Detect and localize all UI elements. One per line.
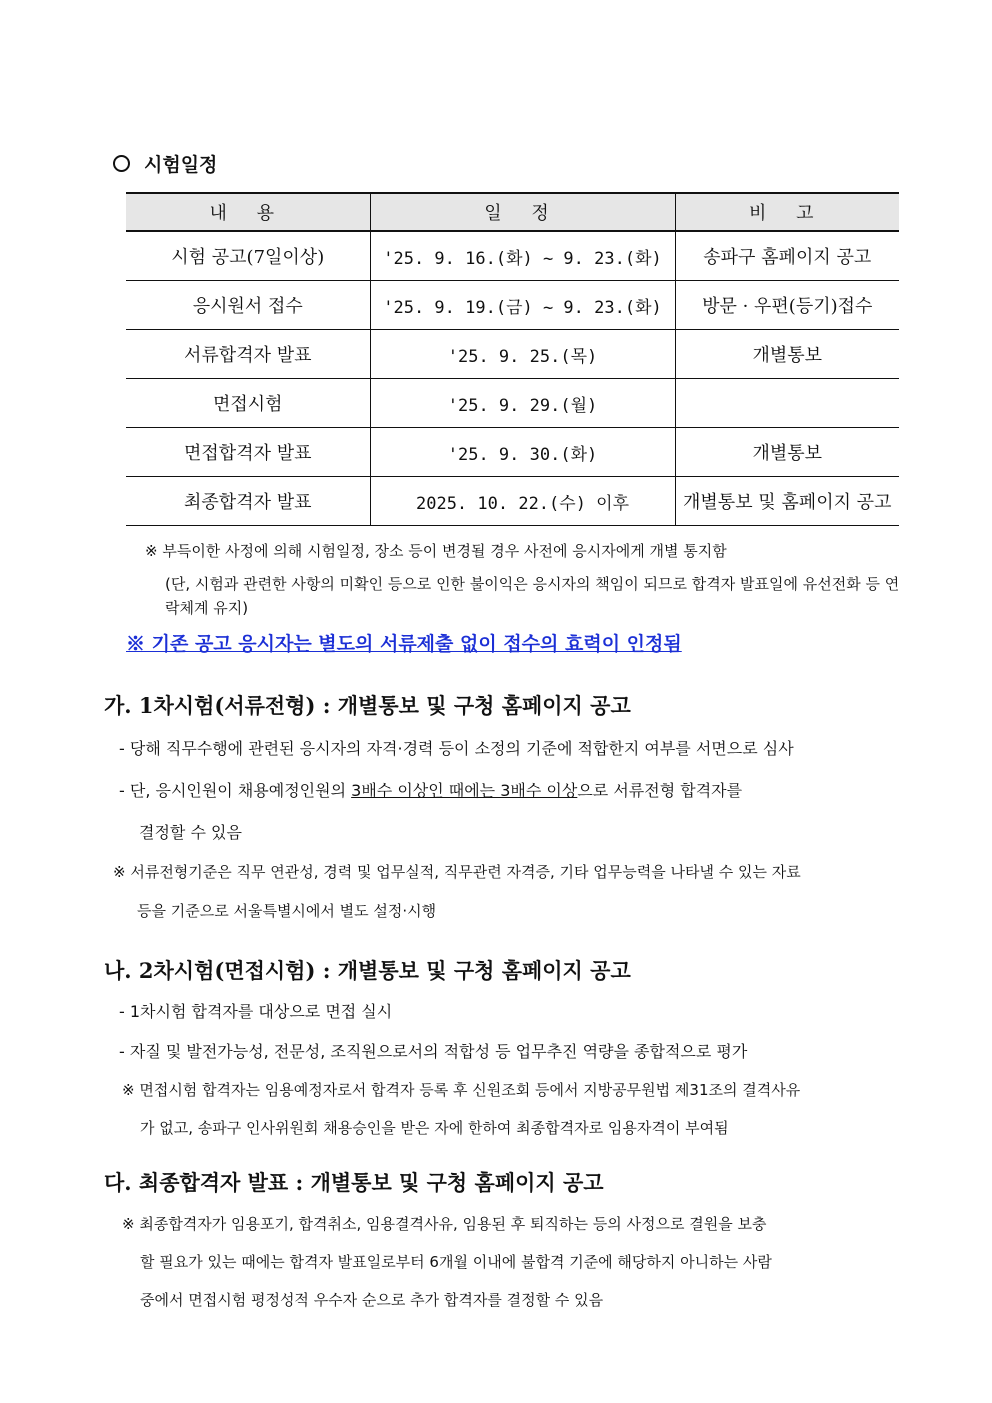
row-date: 2025. 10. 22.(수) 이후: [370, 477, 675, 526]
bullet-text: - 단, 응시인원이 채용예정인원의: [119, 781, 352, 800]
section-da-note-cont-2: 중에서 면접시험 평정성적 우수자 순으로 추가 합격자를 결정할 수 있음: [140, 1291, 604, 1309]
row-note: 방문 · 우편(등기)접수: [675, 281, 899, 330]
schedule-table: [126, 192, 899, 526]
circle-bullet-icon: [113, 155, 130, 172]
section-ga-bullet-1: - 당해 직무수행에 관련된 응시자의 자격·경력 등이 소정의 기준에 적합한지 여부를 서면으로 심사: [119, 739, 794, 758]
row-date: '25. 9. 16.(화) ~ 9. 23.(화): [370, 231, 675, 281]
schedule-heading-text: 시험일정: [144, 154, 218, 176]
row-date: '25. 9. 25.(목): [370, 330, 675, 379]
table-row: [126, 379, 899, 428]
section-ga-title: 가. 1차시험(서류전형) : 개별통보 및 구청 홈페이지 공고: [104, 693, 631, 718]
column-header: 비 고: [675, 193, 899, 231]
section-ga-note-cont: 등을 기준으로 서울특별시에서 별도 설정·시행: [137, 902, 437, 920]
schedule-heading: [113, 150, 217, 177]
section-na-bullet-1: - 1차시험 합격자를 대상으로 면접 실시: [119, 1002, 393, 1021]
table-header-row: [126, 193, 899, 231]
row-item: 면접시험: [126, 379, 370, 428]
section-na-note: ※ 면접시험 합격자는 임용예정자로서 합격자 등록 후 신원조회 등에서 지방공무원법 제31조의 결격사유: [122, 1081, 801, 1099]
existing-applicant-notice: ※ 기존 공고 응시자는 별도의 서류제출 없이 접수의 효력이 인정됨: [126, 633, 682, 655]
column-header: 내 용: [126, 193, 370, 231]
row-date: '25. 9. 19.(금) ~ 9. 23.(화): [370, 281, 675, 330]
section-na-bullet-2: - 자질 및 발전가능성, 전문성, 조직원으로서의 적합성 등 업무추진 역량을 종합적으로 평가: [119, 1042, 748, 1061]
table-row: [126, 428, 899, 477]
section-ga-note: ※ 서류전형기준은 직무 연관성, 경력 및 업무실적, 직무관련 자격증, 기타 업무능력을 나타낼 수 있는 자료: [113, 863, 801, 881]
section-na-title: 나. 2차시험(면접시험) : 개별통보 및 구청 홈페이지 공고: [104, 958, 631, 983]
section-da-note: ※ 최종합격자가 임용포기, 합격취소, 임용결격사유, 임용된 후 퇴직하는 등의 사정으로 결원을 보충: [122, 1215, 767, 1233]
row-item: 면접합격자 발표: [126, 428, 370, 477]
section-da-title: 다. 최종합격자 발표 : 개별통보 및 구청 홈페이지 공고: [104, 1170, 604, 1195]
underlined-text: 3배수 이상인 때에는 3배수 이상: [351, 781, 578, 800]
row-item: 응시원서 접수: [126, 281, 370, 330]
row-note: 송파구 홈페이지 공고: [675, 231, 899, 281]
row-note: 개별통보: [675, 330, 899, 379]
row-item: 서류합격자 발표: [126, 330, 370, 379]
schedule-disclaimer: (단, 시험과 관련한 사항의 미확인 등으로 인한 불이익은 응시자의 책임이 되므로 합격자 발표일에 유선전화 등 연락체계 유지): [165, 575, 900, 617]
bullet-text: 으로 서류전형 합격자를: [577, 781, 743, 800]
row-note: 개별통보 및 홈페이지 공고: [675, 477, 899, 526]
table-row: [126, 231, 899, 281]
section-da-note-cont-1: 할 필요가 있는 때에는 합격자 발표일로부터 6개월 이내에 불합격 기준에 해당하지 아니하는 사람: [140, 1253, 772, 1271]
section-ga-bullet-2: [119, 778, 742, 801]
row-date: '25. 9. 30.(화): [370, 428, 675, 477]
section-ga-bullet-2-cont: 결정할 수 있음: [139, 823, 242, 842]
section-na-note-cont: 가 없고, 송파구 인사위원회 채용승인을 받은 자에 한하여 최종합격자로 임용자격이 부여됨: [140, 1119, 729, 1137]
row-note: 개별통보: [675, 428, 899, 477]
row-note: [675, 379, 899, 428]
row-date: '25. 9. 29.(월): [370, 379, 675, 428]
column-header: 일 정: [370, 193, 675, 231]
table-row: [126, 281, 899, 330]
row-item: 시험 공고(7일이상): [126, 231, 370, 281]
schedule-change-note: ※ 부득이한 사정에 의해 시험일정, 장소 등이 변경될 경우 사전에 응시자에게 개별 통지함: [145, 542, 727, 560]
table-row: [126, 477, 899, 526]
row-item: 최종합격자 발표: [126, 477, 370, 526]
table-row: [126, 330, 899, 379]
